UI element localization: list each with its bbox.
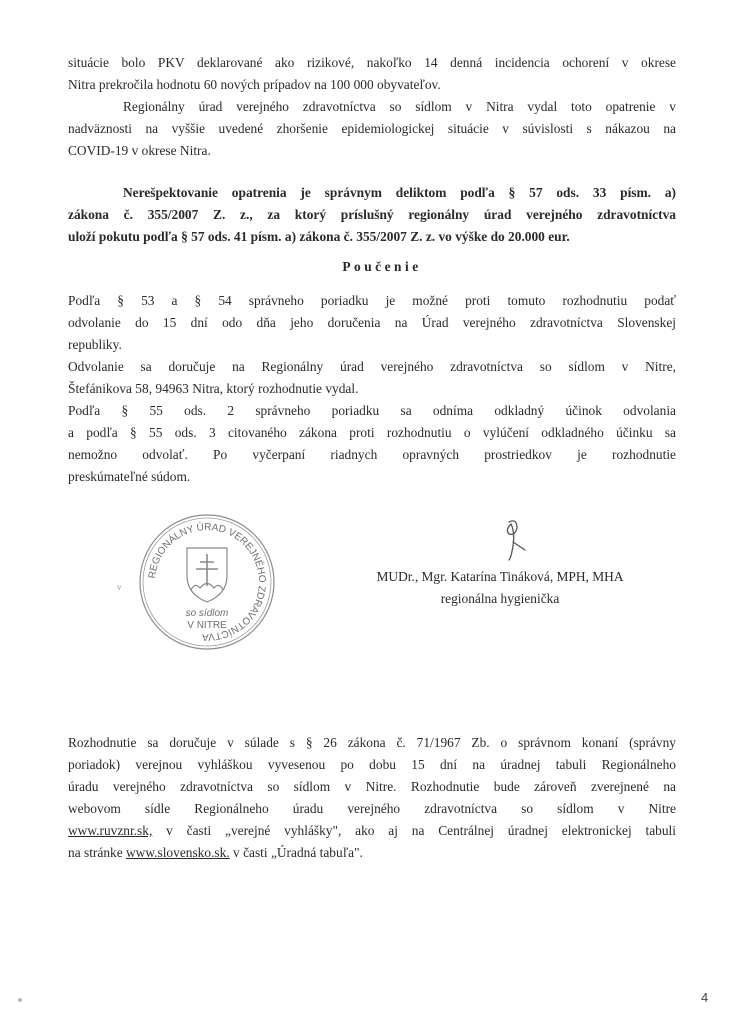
text-line: zákona č. 355/2007 Z. z., za ktorý príslušný regionálny úrad verejného zdravotníctva xyxy=(68,207,676,222)
text-line: Nitra prekročila hodnotu 60 nových prípadov na 100 000 obyvateľov. xyxy=(68,77,441,92)
handwritten-signature xyxy=(495,516,535,566)
text-line: nemožno odvolať. Po vyčerpaní riadnych opravných prostriedkov je rozhodnutie xyxy=(68,447,676,462)
text-line: republiky. xyxy=(68,337,122,352)
stamp-inner-text-1: so sídlom xyxy=(185,608,229,619)
text-line: Nerešpektovanie opatrenia je správnym deliktom podľa § 57 ods. 33 písm. a) xyxy=(123,185,676,200)
paragraph-measure-issued xyxy=(68,96,676,162)
paragraph-situation xyxy=(68,52,676,96)
signature-area xyxy=(68,492,676,732)
signatory-role: regionálna hygienička xyxy=(440,591,560,606)
text-line: Podľa § 53 a § 54 správneho poriadku je možné proti tomuto rozhodnutiu podať xyxy=(68,293,676,308)
scan-mark: v xyxy=(117,582,122,592)
text-line: situácie bolo PKV deklarované ako rizikové, nakoľko 14 denná incidencia ochorení v okrese xyxy=(68,55,676,70)
text-line: Regionálny úrad verejného zdravotníctva so sídlom v Nitra vydal toto opatrenie v xyxy=(123,99,676,114)
paragraph-instruction xyxy=(68,290,676,488)
double-cross-icon xyxy=(196,554,218,586)
text-line xyxy=(68,842,676,864)
paragraph-penalty xyxy=(68,182,676,248)
page-number: 4 xyxy=(701,990,709,1005)
text-line: COVID-19 v okrese Nitra. xyxy=(68,143,211,158)
text-line: webovom sídle Regionálneho úradu verejného zdravotníctva so sídlom v Nitre xyxy=(68,801,676,816)
text-line: poriadok) verejnou vyhláškou vyvesenou po dobu 15 dní na úradnej tabuli Regionálneho xyxy=(68,757,676,772)
text-line: preskúmateľné súdom. xyxy=(68,469,191,484)
text-line: Rozhodnutie sa doručuje v súlade s § 26 zákona č. 71/1967 Zb. o správnom konaní (správny xyxy=(68,735,676,750)
text-line: Štefánikova 58, 94963 Nitra, ktorý rozhodnutie vydal. xyxy=(68,381,359,396)
signatory-name: MUDr., Mgr. Katarína Tináková, MPH, MHA xyxy=(376,569,624,584)
text-fragment: v časti „verejné vyhlášky", ako aj na Centrálnej úradnej elektronickej tabuli xyxy=(152,823,676,838)
slovensko-link[interactable]: www.slovensko.sk. xyxy=(126,845,230,860)
ruvznr-link[interactable]: www.ruvznr.sk, xyxy=(68,823,153,838)
stamp-inner-text-2: V NITRE xyxy=(187,620,227,631)
text-line: nadväznosti na vyššie uvedené zhoršenie epidemiologickej situácie v súvislosti s nákazou na xyxy=(68,121,676,136)
stamp-ring-text-path: REGIONÁLNY ÚRAD VEREJNÉHO ZDRAVOTNÍCTVA xyxy=(147,521,268,643)
scan-smudge xyxy=(18,998,22,1002)
official-stamp xyxy=(137,512,277,652)
text-line: úradu verejného zdravotníctva so sídlom v Nitre. Rozhodnutie bude zároveň zverejnené na xyxy=(68,779,676,794)
document-body xyxy=(68,52,676,864)
text-line xyxy=(68,820,676,842)
section-title-instruction: Poučenie xyxy=(342,259,422,274)
text-line: Odvolanie sa doručuje na Regionálny úrad verejného zdravotníctva so sídlom v Nitre, xyxy=(68,359,676,374)
text-line: Podľa § 55 ods. 2 správneho poriadku sa odníma odkladný účinok odvolania xyxy=(68,403,676,418)
paragraph-delivery xyxy=(68,732,676,864)
text-line: uloží pokutu podľa § 57 ods. 41 písm. a) zákona č. 355/2007 Z. z. vo výške do 20.000 eur. xyxy=(68,229,570,244)
text-fragment: v časti „Úradná tabuľa". xyxy=(229,845,363,860)
text-fragment: na stránke xyxy=(68,845,127,860)
text-line: odvolanie do 15 dní odo dňa jeho doručenia na Úrad verejného zdravotníctva Slovenskej xyxy=(68,315,676,330)
text-line: a podľa § 55 ods. 3 citovaného zákona proti rozhodnutiu o vylúčení odkladného účinku sa xyxy=(68,425,676,440)
